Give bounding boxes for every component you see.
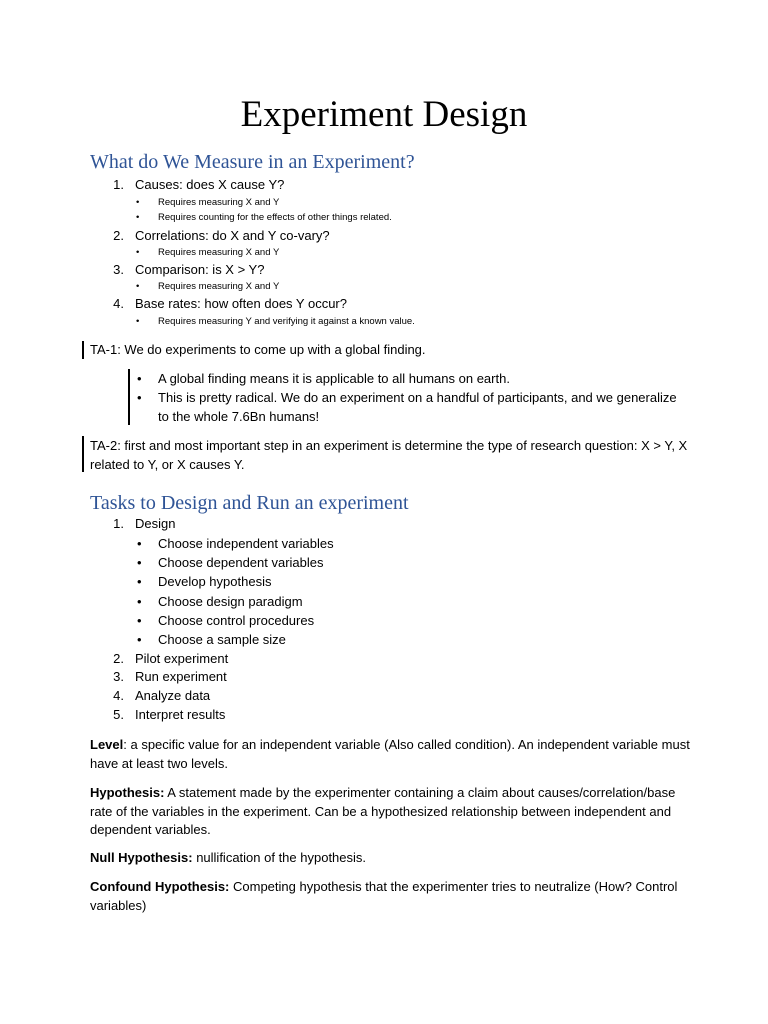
page-title: Experiment Design bbox=[240, 94, 528, 135]
comment-marker-bar bbox=[82, 436, 84, 472]
comment-marker-bar bbox=[128, 369, 130, 425]
definition-null-hypothesis: Null Hypothesis: nullification of the hypothesis. bbox=[90, 850, 367, 865]
comment-marker-bar bbox=[82, 341, 84, 359]
document-page: Experiment Design What do We Measure in an Experiment? 1. Causes: does X cause Y? • Requires measuring X and Y • Requires counting for the effects of other things related. 2. Correlations: do X and Y co-vary? • Requires measuring X and Y 3. Comparison: is X > Y? • Requires measuring X and Y 4. Base rates: how often does Y occur? • Requires measuring Y and verifying it against a known value. TA-1: We do experiments to come up with a global finding. • A global finding means it is applicable to all humans on earth. • This is pretty radical. We do an experiment on a handful of participants, and we generalize to the whole 7.6Bn humans! TA-2: first and most important step in an experiment is determine the type of research question: X > Y, X related to Y, or X causes Y. Tasks to Design and Run an experiment 1. Design • Choose independent variables • Choose dependent variables • Develop hypothesis • Choose design paradigm • Choose control procedures • Choose a sample size 2. Pilot experiment 3. Run experiment 4. Analyze data 5. Interpret results Level: a specific value for an independent variable (Also called condition). An independent variable must have at least two levels. Hypothesis: A statement made by the experimenter containing a claim about causes/correlation/base rate of the variables in the experiment. Can be a hypothesized relationship between independent and dependent variables. Null Hypothesis: nullification of the hypothesis. Confound Hypothesis: Competing hypothesis that the experimenter tries to neutralize (How? Control variables) bbox=[0, 0, 768, 1024]
definition-level: Level: a specific value for an independent variable (Also called condition). An independent variable must have at least two levels. bbox=[90, 737, 690, 771]
section-heading-measure: What do We Measure in an Experiment? bbox=[90, 151, 415, 173]
definition-confound-hypothesis: Confound Hypothesis: Competing hypothesis that the experimenter tries to neutralize (How? Control variables) bbox=[90, 879, 678, 913]
section-heading-tasks: Tasks to Design and Run an experiment bbox=[90, 492, 409, 514]
definition-hypothesis: Hypothesis: A statement made by the experimenter containing a claim about causes/correlation/base rate of the variables in the experiment. Can be a hypothesized relationship between independent and dependent variables. bbox=[90, 785, 676, 837]
